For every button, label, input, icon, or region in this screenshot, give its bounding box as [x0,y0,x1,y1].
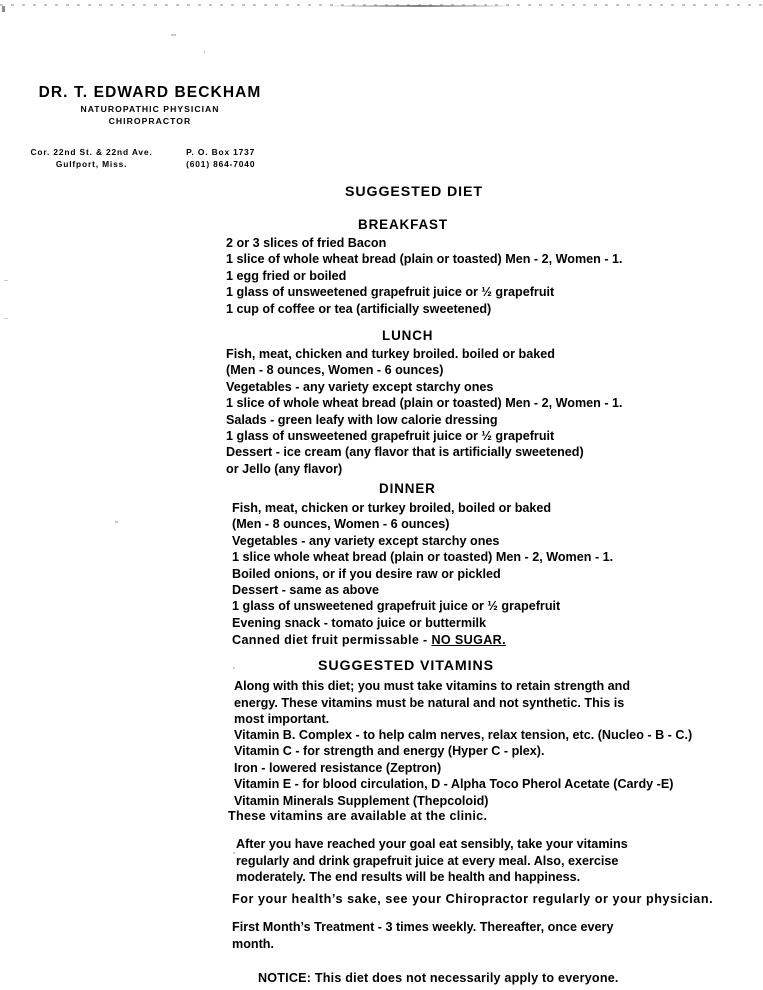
list-item: Vitamin C - for strength and energy (Hyper C - plex). [234,744,545,759]
po-box: P. O. Box 1737 [186,147,256,158]
list-item: 1 cup of coffee or tea (artificially sweetened) [226,301,492,316]
section-heading-suggested-vitamins: SUGGESTED VITAMINS [318,658,494,674]
list-item: 1 slice whole wheat bread (plain or toasted) Men - 2, Women - 1. [232,550,614,565]
list-item: Vitamin E - for blood circulation, D - Alpha Toco Pherol Acetate (Cardy -E) [234,777,674,792]
breakfast-item-list [226,235,623,317]
dinner-item-list [232,500,613,631]
list-item: Vitamin B. Complex - to help calm nerves, relax tension, etc. (Nucleo - B - C.) [234,728,693,742]
paragraph-line: energy. These vitamins must be natural and not synthetic. This is [234,695,625,710]
list-item: (Men - 8 ounces, Women - 6 ounces) [232,517,450,532]
list-item: (Men - 8 ounces, Women - 6 ounces) [226,363,444,378]
address-line-2: Gulfport, Miss. [55,159,128,170]
section-heading-breakfast: BREAKFAST [358,217,448,232]
address-line-1: Cor. 22nd St. & 22nd Ave. [30,147,153,158]
list-item: 1 glass of unsweetened grapefruit juice or ½ grapefruit [226,285,555,300]
list-item: Boiled onions, or if you desire raw or pickled [232,566,501,581]
section-heading-lunch: LUNCH [382,328,434,343]
list-item: Vegetables - any variety except starchy ones [232,533,500,548]
no-sugar-emphasis: NO SUGAR. [431,633,506,647]
paragraph-line: After you have reached your goal eat sensibly, take your vitamins [236,837,628,851]
list-item: Evening snack - tomato juice or buttermilk [232,615,487,630]
doctor-credential-naturopathic: NATUROPATHIC PHYSICIAN [80,104,220,115]
lunch-item-list [226,346,623,477]
list-item: Iron - lowered resistance (Zeptron) [234,760,442,775]
paragraph-line: most important. [234,712,330,727]
canned-fruit-note-text: Canned diet fruit permissable - [232,633,428,647]
list-item: 1 glass of unsweetened grapefruit juice or ½ grapefruit [232,599,561,614]
treatment-schedule-note [232,919,613,952]
list-item: 1 slice of whole wheat bread (plain or toasted) Men - 2, Women - 1. [226,252,623,267]
section-heading-dinner: DINNER [379,481,436,496]
list-item: 1 glass of unsweetened grapefruit juice or ½ grapefruit [226,429,555,444]
list-item: Fish, meat, chicken or turkey broiled, boiled or baked [232,501,552,515]
paragraph-line: Along with this diet; you must take vitamins to retain strength and [234,679,631,693]
list-item: Fish, meat, chicken and turkey broiled. boiled or baked [226,347,555,361]
paragraph-line: moderately. The end results will be health and happiness. [236,870,581,885]
doctor-name: DR. T. EDWARD BECKHAM [38,84,262,101]
vitamins-intro-paragraph [234,678,630,728]
list-item: Dessert - same as above [232,583,380,598]
phone-number: (601) 864-7040 [186,159,256,170]
after-goal-paragraph [236,836,628,886]
paragraph-line: month. [232,936,274,951]
list-item: 1 egg fried or boiled [226,268,347,283]
list-item: Salads - green leafy with low calorie dressing [226,412,498,427]
list-item: 1 slice of whole wheat bread (plain or toasted) Men - 2, Women - 1. [226,396,623,411]
health-sake-note: For your health’s sake, see your Chiropractor regularly or your physician. [232,892,714,906]
list-item: Vitamin Minerals Supplement (Thepcoloid) [234,793,489,808]
list-item: Dessert - ice cream (any flavor that is artificially sweetened) [226,445,584,460]
paragraph-line: regularly and drink grapefruit juice at every meal. Also, exercise [236,853,619,868]
list-item: 2 or 3 slices of fried Bacon [226,236,387,250]
doctor-credential-chiropractor: CHIROPRACTOR [108,116,192,127]
canned-fruit-note [232,632,506,648]
vitamin-item-list [234,727,692,809]
notice-text: NOTICE: This diet does not necessarily apply to everyone. [258,971,619,985]
paragraph-line: First Month’s Treatment - 3 times weekly. Thereafter, once every [232,920,614,934]
list-item: Vegetables - any variety except starchy ones [226,379,494,394]
vitamins-availability-note: These vitamins are available at the clinic. [228,809,488,823]
list-item: or Jello (any flavor) [226,461,343,476]
page-title: SUGGESTED DIET [345,184,483,200]
